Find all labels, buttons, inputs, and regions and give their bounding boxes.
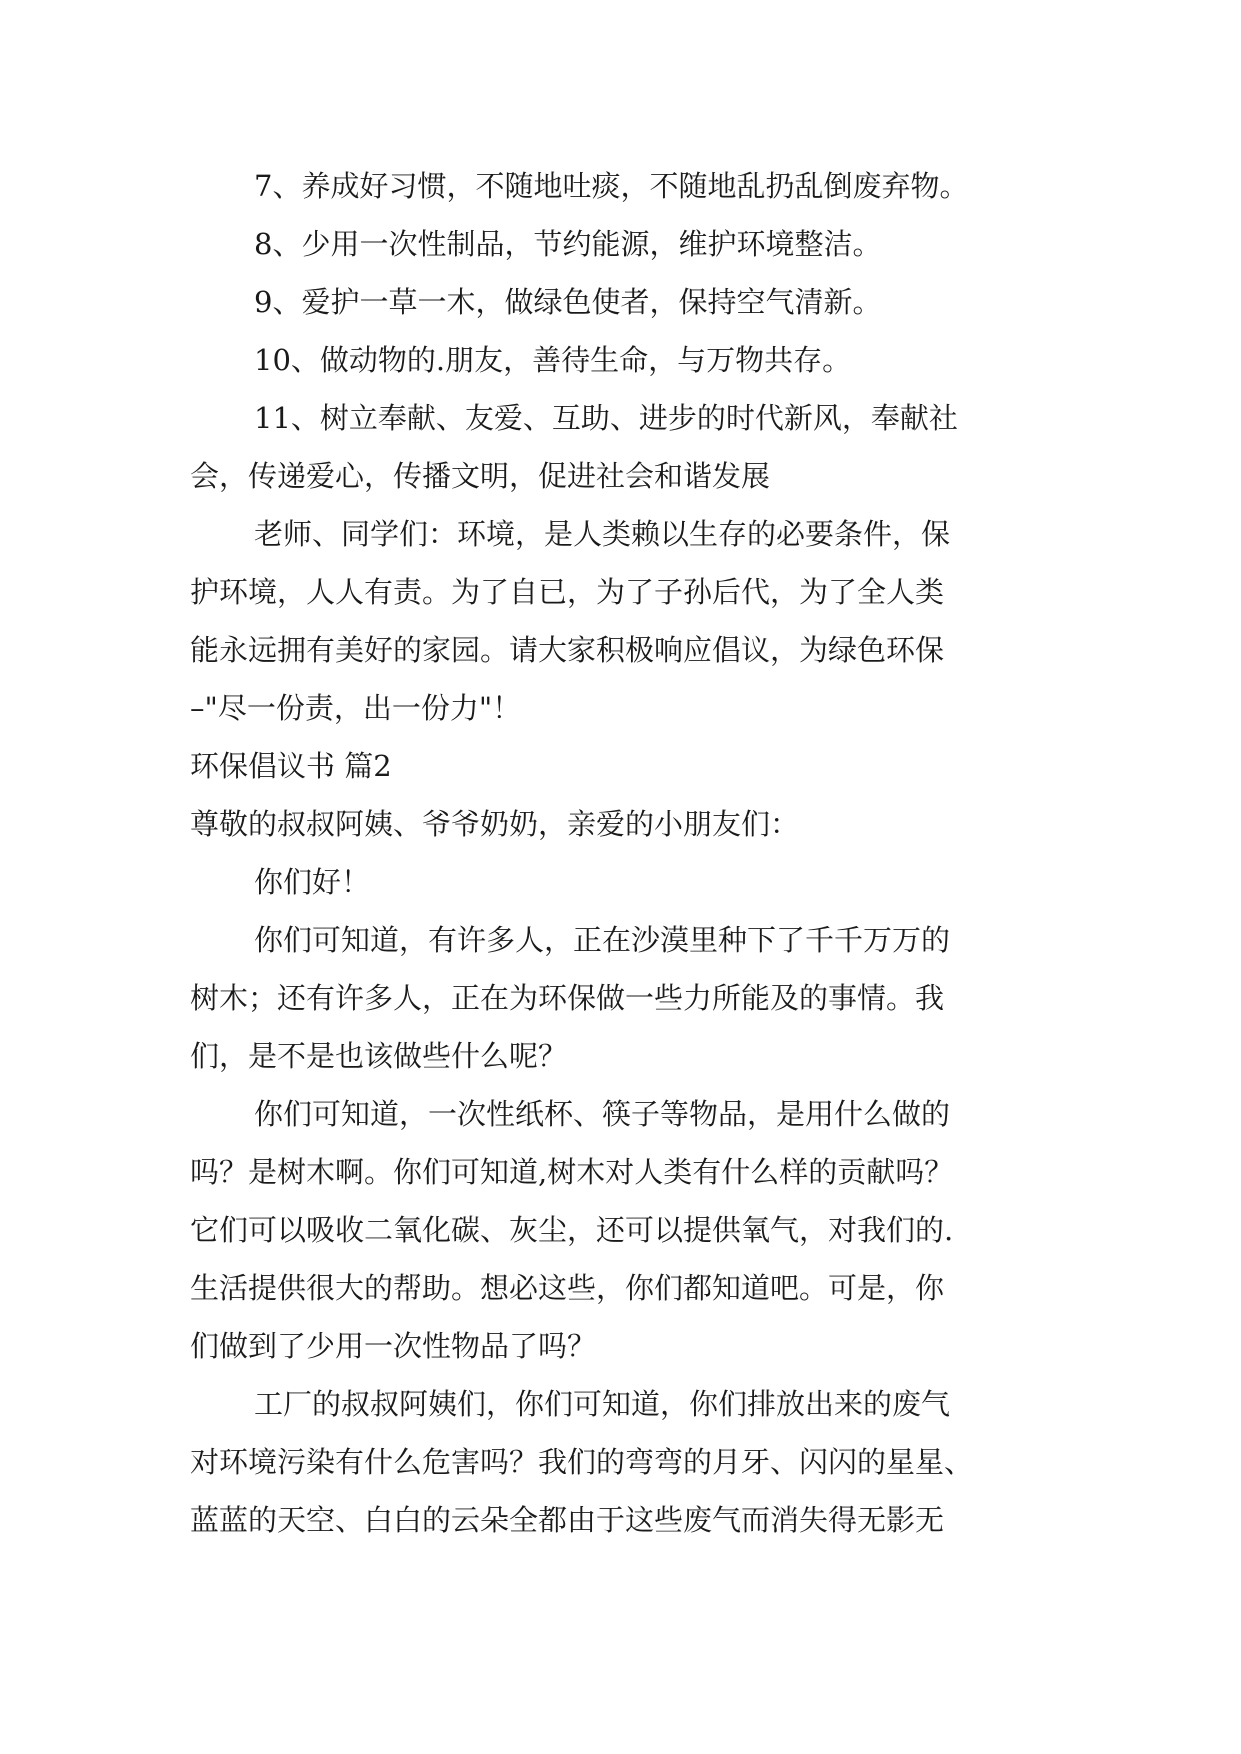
text-line: 们做到了少用一次性物品了吗？ [190, 1329, 597, 1363]
text-line: 能永远拥有美好的家园。请大家积极响应倡议，为绿色环保 [190, 633, 945, 667]
text-line: 你们可知道，一次性纸杯、筷子等物品，是用什么做的 [254, 1097, 951, 1131]
text-line: 9、爱护一草一木，做绿色使者，保持空气清新。 [254, 285, 882, 319]
text-line: 吗？是树木啊。你们可知道,树木对人类有什么样的贡献吗？ [190, 1155, 954, 1189]
text-line: 工厂的叔叔阿姨们，你们可知道，你们排放出来的废气 [254, 1387, 951, 1421]
text-line: 们，是不是也该做些什么呢？ [190, 1039, 568, 1073]
text-line: 老师、同学们：环境，是人类赖以生存的必要条件，保 [254, 517, 951, 551]
text-line: 树木；还有许多人，正在为环保做一些力所能及的事情。我 [190, 981, 945, 1015]
salutation: 尊敬的叔叔阿姨、爷爷奶奶，亲爱的小朋友们： [190, 807, 800, 841]
document-body [190, 157, 1080, 1549]
text-line: 10、做动物的.朋友，善待生命，与万物共存。 [254, 343, 852, 377]
text-line: 11、树立奉献、友爱、互助、进步的时代新风，奉献社 [254, 401, 958, 435]
text-line: 对环境污染有什么危害吗？我们的弯弯的月牙、闪闪的星星、 [190, 1445, 974, 1479]
text-line: 蓝蓝的天空、白白的云朵全都由于这些废气而消失得无影无 [190, 1503, 945, 1537]
text-line: 7、养成好习惯，不随地吐痰，不随地乱扔乱倒废弃物。 [254, 169, 969, 203]
text-line: –"尽一份责，出一份力"！ [190, 691, 522, 725]
text-line: 护环境，人人有责。为了自已，为了子孙后代，为了全人类 [190, 575, 945, 609]
text-line: 8、少用一次性制品，节约能源，维护环境整洁。 [254, 227, 882, 261]
greeting: 你们好！ [254, 865, 371, 899]
text-line: 会，传递爱心，传播文明，促进社会和谐发展 [190, 459, 771, 493]
text-line: 它们可以吸收二氧化碳、灰尘，还可以提供氧气，对我们的. [190, 1213, 954, 1247]
text-line: 你们可知道，有许多人，正在沙漠里种下了千千万万的 [254, 923, 951, 957]
section-heading: 环保倡议书 篇2 [190, 749, 392, 783]
text-line: 生活提供很大的帮助。想必这些，你们都知道吧。可是，你 [190, 1271, 945, 1305]
